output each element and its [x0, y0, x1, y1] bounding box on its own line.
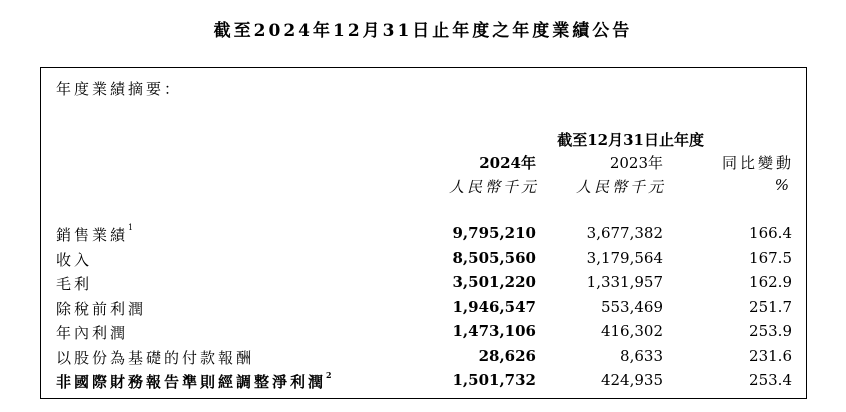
value-2024: 8,505,560 [452, 248, 536, 267]
value-2024: 1,946,547 [452, 297, 536, 316]
value-2023: 424,935 [600, 371, 663, 389]
summary-rows [41, 224, 806, 396]
value-change: 253.4 [749, 371, 792, 389]
col-unit-2023: 人民幣千元 [575, 178, 666, 196]
row-label: 毛利 [56, 275, 93, 293]
table-row [41, 298, 806, 323]
row-label [56, 224, 133, 245]
value-2024: 1,501,732 [452, 371, 536, 389]
value-2024: 28,626 [478, 346, 536, 365]
col-unit-change: % [774, 176, 792, 194]
value-2023: 3,677,382 [586, 224, 663, 242]
section-heading: 年度業績摘要： [56, 80, 183, 98]
value-change: 166.4 [749, 224, 792, 242]
table-row [41, 322, 806, 347]
table-row [41, 347, 806, 372]
value-2023: 1,331,957 [586, 273, 663, 291]
col-unit-2024: 人民幣千元 [448, 178, 539, 196]
value-change: 231.6 [749, 346, 792, 365]
value-2023: 416,302 [600, 322, 663, 340]
value-2024: 9,795,210 [452, 224, 536, 242]
row-label-text: 非國際財務報告準則經調整淨利潤 [56, 373, 327, 391]
value-change: 251.7 [749, 297, 792, 316]
value-2024: 1,473,106 [452, 322, 536, 340]
row-label: 年內利潤 [56, 324, 129, 342]
footnote-marker: 2 [326, 370, 332, 380]
table-row [41, 249, 806, 274]
value-change: 162.9 [749, 273, 792, 291]
col-header-change: 同比變動 [721, 154, 794, 172]
table-row [41, 371, 806, 396]
row-label [56, 371, 332, 392]
row-label: 以股份為基礎的付款報酬 [56, 348, 255, 367]
table-row [41, 273, 806, 298]
value-2023: 3,179,564 [586, 248, 663, 267]
document-title: 截至2024年12月31日止年度之年度業績公告 [213, 21, 633, 41]
summary-box [40, 67, 807, 399]
row-label-text: 銷售業績 [56, 226, 129, 244]
value-change: 167.5 [749, 248, 792, 267]
value-2023: 8,633 [620, 346, 663, 365]
row-label: 除稅前利潤 [56, 299, 147, 318]
value-2024: 3,501,220 [452, 273, 536, 291]
table-row [41, 224, 806, 249]
value-2023: 553,469 [600, 297, 663, 316]
col-header-2023: 2023年 [609, 154, 663, 172]
period-header: 截至12月31日止年度 [557, 131, 704, 149]
col-header-2024: 2024年 [479, 154, 536, 172]
row-label: 收入 [56, 250, 93, 269]
value-change: 253.9 [749, 322, 792, 340]
footnote-marker: 1 [128, 223, 134, 232]
